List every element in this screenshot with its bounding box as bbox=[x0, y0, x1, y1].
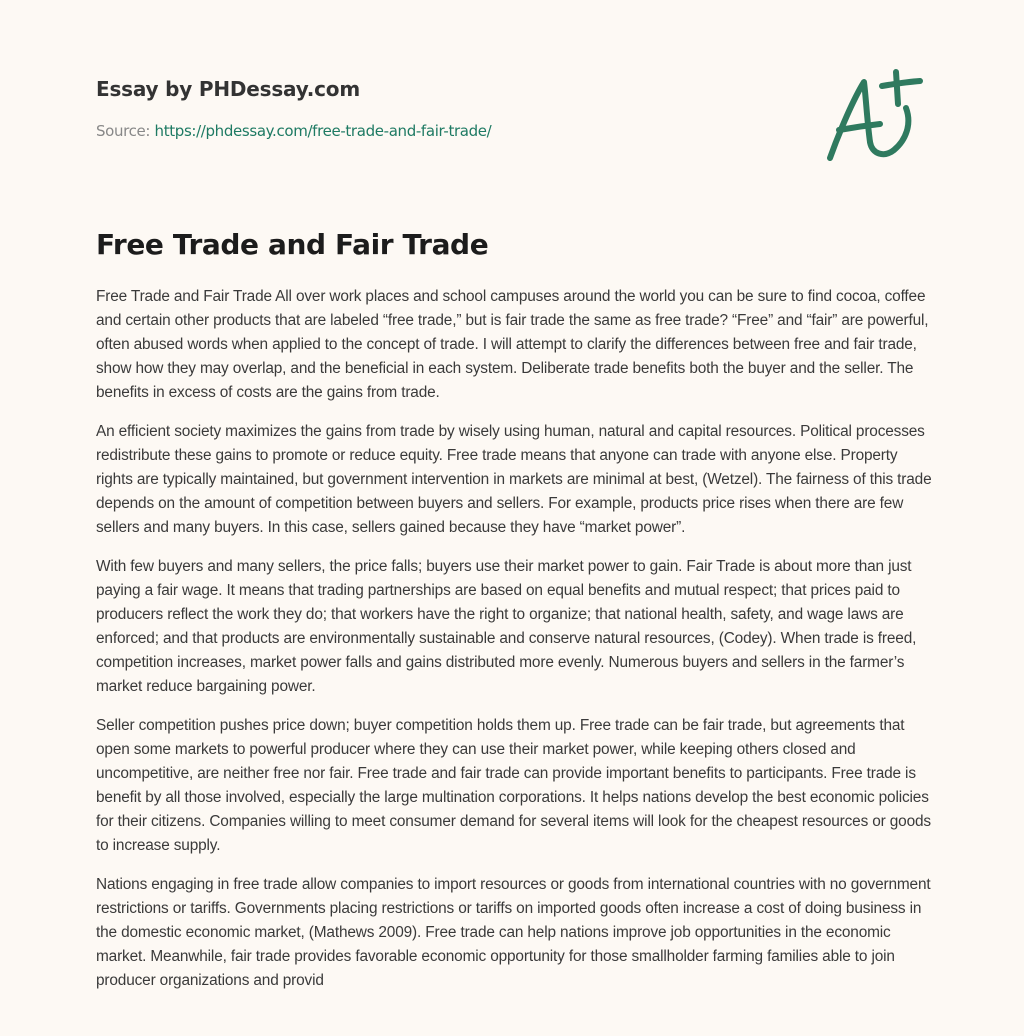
essay-body bbox=[96, 285, 936, 1008]
page-header bbox=[96, 74, 936, 141]
essay-paragraph: Nations engaging in free trade allow companies to import resources or goods from international countries with no government restrictions or tariffs. Governments placing restrictions or tariffs on imported goods often increase a cost of doing business in the domestic economic market, (Mathews 2009). Free trade can help nations improve job opportunities in the economic market. Meanwhile, fair trade provides favorable economic opportunity for those smallholder farming families able to join producer organizations and provid bbox=[96, 876, 931, 989]
source-link[interactable]: https://phdessay.com/free-trade-and-fair-trade/ bbox=[154, 122, 492, 140]
essay-title: Free Trade and Fair Trade bbox=[96, 228, 489, 261]
site-title: Essay by PHDessay.com bbox=[96, 77, 360, 101]
essay-paragraph: Seller competition pushes price down; buyer competition holds them up. Free trade can be fair trade, but agreements that open some markets to powerful producer where they can use their market power, while keeping others closed and uncompetitive, are neither free nor fair. Free trade and fair trade can provide important benefits to participants. Free trade is benefit by all those involved, especially the large multination corporations. It helps nations develop the best economic policies for their citizens. Companies willing to meet consumer demand for several items will look for the cheapest resources or goods to increase supply. bbox=[96, 717, 931, 854]
source-line bbox=[96, 121, 936, 141]
source-label: Source: bbox=[96, 122, 151, 140]
essay-paragraph: An efficient society maximizes the gains from trade by wisely using human, natural and capital resources. Political processes redistribute these gains to promote or reduce equity. Free trade means that anyone can trade with anyone else. Property rights are typically maintained, but government intervention in markets are minimal at best, (Wetzel). The fairness of this trade depends on the amount of competition between buyers and sellers. For example, products price rises when there are few sellers and many buyers. In this case, sellers gained because they have “market power”. bbox=[96, 423, 932, 536]
essay-paragraph: Free Trade and Fair Trade All over work places and school campuses around the world you can be sure to find cocoa, coffee and certain other products that are labeled “free trade,” but is fair trade the same as free trade? “Free” and “fair” are powerful, often abused words when applied to the concept of trade. I will attempt to clarify the differences between free and fair trade, show how they may overlap, and the beneficial in each system. Deliberate trade benefits both the buyer and the seller. The benefits in excess of costs are the gains from trade. bbox=[96, 288, 929, 401]
essay-paragraph: With few buyers and many sellers, the price falls; buyers use their market power to gain. Fair Trade is about more than just paying a fair wage. It means that trading partnerships are based on equal benefits and mutual respect; that prices paid to producers reflect the work they do; that workers have the right to organize; that national health, safety, and wage laws are enforced; and that products are environmentally sustainable and conserve natural resources, (Codey). When trade is freed, competition increases, market power falls and gains distributed more evenly. Numerous buyers and sellers in the farmer’s market reduce bargaining power. bbox=[96, 558, 917, 695]
a-plus-grade-icon bbox=[822, 68, 926, 164]
